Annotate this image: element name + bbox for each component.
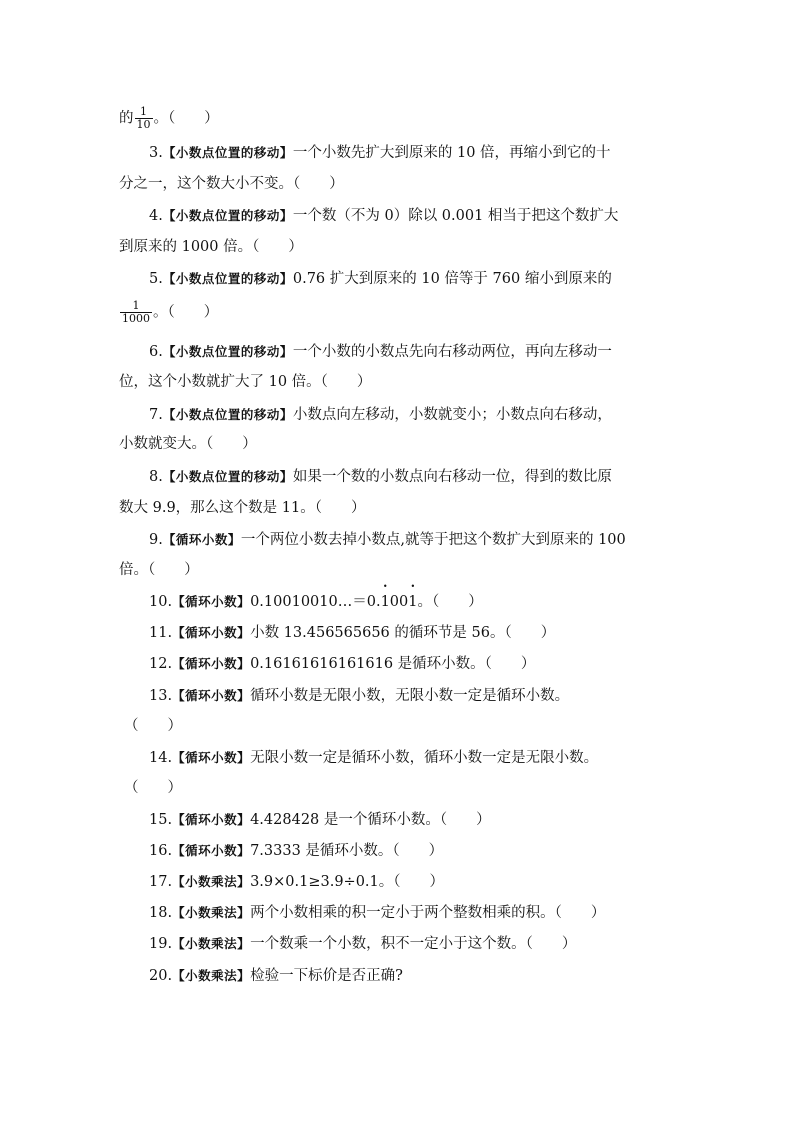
question-text: 0.10010010…＝0.	[250, 594, 381, 610]
answer-paren: 。（ ）	[153, 304, 219, 321]
topic-tag: 【小数点位置的移动】	[162, 271, 293, 286]
question-number: 9.	[149, 532, 163, 548]
question-number: 16.	[149, 843, 173, 859]
question-text: 无限小数一定是循环小数，循环小数一定是无限小数。	[250, 750, 599, 766]
q2-tail	[119, 106, 219, 131]
topic-tag: 【循环小数】	[172, 625, 251, 640]
q13-line2: （ ）	[124, 718, 182, 734]
q13-line1	[149, 686, 569, 706]
question-number: 10.	[149, 594, 173, 610]
question-text: 循环小数是无限小数，无限小数一定是循环小数。	[250, 688, 570, 704]
question-number: 17.	[149, 874, 173, 890]
fraction-one-thousandth	[120, 300, 152, 325]
question-number: 11.	[149, 625, 173, 641]
question-text: 一个小数先扩大到原来的 10 倍，再缩小到它的十	[292, 145, 611, 161]
q5-line2	[119, 300, 218, 325]
q16	[149, 841, 443, 861]
q14-line2: （ ）	[124, 780, 182, 796]
topic-tag: 【循环小数】	[162, 532, 241, 547]
question-text: 小数 13.456565656 的循环节是 56。（ ）	[250, 625, 556, 641]
topic-tag: 【小数乘法】	[172, 968, 251, 983]
topic-tag: 【循环小数】	[172, 594, 251, 609]
question-text: 一个数（不为 0）除以 0.001 相当于把这个数扩大	[292, 208, 619, 224]
repeating-mid-digits: 00	[389, 594, 409, 610]
topic-tag: 【小数乘法】	[172, 905, 251, 920]
question-number: 4.	[149, 208, 163, 224]
question-text: 如果一个数的小数点向右移动一位，得到的数比原	[292, 469, 612, 485]
frac-numerator: 1	[140, 105, 147, 118]
question-text: 0.76 扩大到原来的 10 倍等于 760 缩小到原来的	[292, 271, 612, 287]
topic-tag: 【小数点位置的移动】	[162, 344, 293, 359]
question-number: 6.	[149, 344, 163, 360]
question-number: 20.	[149, 968, 173, 984]
topic-tag: 【小数点位置的移动】	[162, 208, 293, 223]
q9-line1	[149, 530, 626, 550]
answer-paren: 。（ ）	[417, 594, 483, 610]
q14-line1	[149, 748, 598, 768]
frac-denominator: 1000	[122, 312, 150, 325]
frac-denominator: 10	[136, 118, 151, 131]
repeating-dot-digit: • 1	[381, 592, 390, 612]
q6-line2: 位，这个小数就扩大了 10 倍。（ ）	[119, 374, 372, 390]
topic-tag: 【小数乘法】	[172, 874, 251, 889]
q3-line2: 分之一，这个数大小不变。（ ）	[119, 176, 344, 192]
topic-tag: 【循环小数】	[172, 688, 251, 703]
question-text: 0.16161616161616 是循环小数。（ ）	[250, 656, 536, 672]
topic-tag: 【小数点位置的移动】	[162, 407, 293, 422]
topic-tag: 【小数乘法】	[172, 936, 251, 951]
question-text: 检验一下标价是否正确?	[250, 968, 403, 984]
question-text: 两个小数相乘的积一定小于两个整数相乘的积。（ ）	[250, 905, 606, 921]
q15	[149, 810, 491, 830]
question-number: 8.	[149, 469, 163, 485]
q8-line2: 数大 9.9，那么这个数是 11。（ ）	[119, 500, 366, 516]
topic-tag: 【循环小数】	[172, 656, 251, 671]
topic-tag: 【循环小数】	[172, 750, 251, 765]
q4-line1	[149, 206, 618, 226]
q7-line2: 小数就变大。（ ）	[119, 436, 257, 452]
q19	[149, 934, 576, 954]
question-text: 一个小数的小数点先向右移动两位，再向左移动一	[292, 344, 612, 360]
question-number: 3.	[149, 145, 163, 161]
topic-tag: 【循环小数】	[172, 843, 251, 858]
q11	[149, 623, 555, 643]
question-text: 7.3333 是循环小数。（ ）	[250, 843, 444, 859]
topic-tag: 【小数点位置的移动】	[162, 145, 293, 160]
q12	[149, 654, 535, 674]
topic-tag: 【小数点位置的移动】	[162, 469, 293, 484]
question-number: 14.	[149, 750, 173, 766]
q18	[149, 903, 605, 923]
q10	[149, 592, 483, 612]
question-number: 13.	[149, 688, 173, 704]
question-number: 15.	[149, 812, 173, 828]
q2-prefix: 的	[119, 110, 134, 127]
q17	[149, 872, 444, 892]
question-number: 12.	[149, 656, 173, 672]
question-text: 一个两位小数去掉小数点,就等于把这个数扩大到原来的 100	[240, 532, 626, 548]
question-number: 18.	[149, 905, 173, 921]
q7-line1	[149, 405, 612, 425]
question-number: 7.	[149, 407, 163, 423]
question-text: 4.428428 是一个循环小数。（ ）	[250, 812, 491, 828]
q20	[149, 966, 403, 986]
frac-numerator: 1	[132, 299, 140, 312]
question-text: 小数点向左移动，小数就变小；小数点向右移动，	[292, 407, 612, 423]
topic-tag: 【循环小数】	[172, 812, 251, 827]
repeating-dot-digit: • 1	[408, 592, 417, 612]
q6-line1	[149, 342, 612, 362]
q5-line1	[149, 269, 612, 289]
question-number: 5.	[149, 271, 163, 287]
question-number: 19.	[149, 936, 173, 952]
question-text: 3.9×0.1≥3.9÷0.1。（ ）	[250, 874, 445, 890]
q3-line1	[149, 143, 611, 163]
answer-paren: 。（ ）	[153, 110, 219, 127]
q8-line1	[149, 467, 612, 487]
q4-line2: 到原来的 1000 倍。（ ）	[119, 239, 303, 255]
q9-line2: 倍。（ ）	[119, 562, 199, 578]
question-text: 一个数乘一个小数，积不一定小于这个数。（ ）	[250, 936, 577, 952]
fraction-one-tenth	[135, 106, 153, 131]
